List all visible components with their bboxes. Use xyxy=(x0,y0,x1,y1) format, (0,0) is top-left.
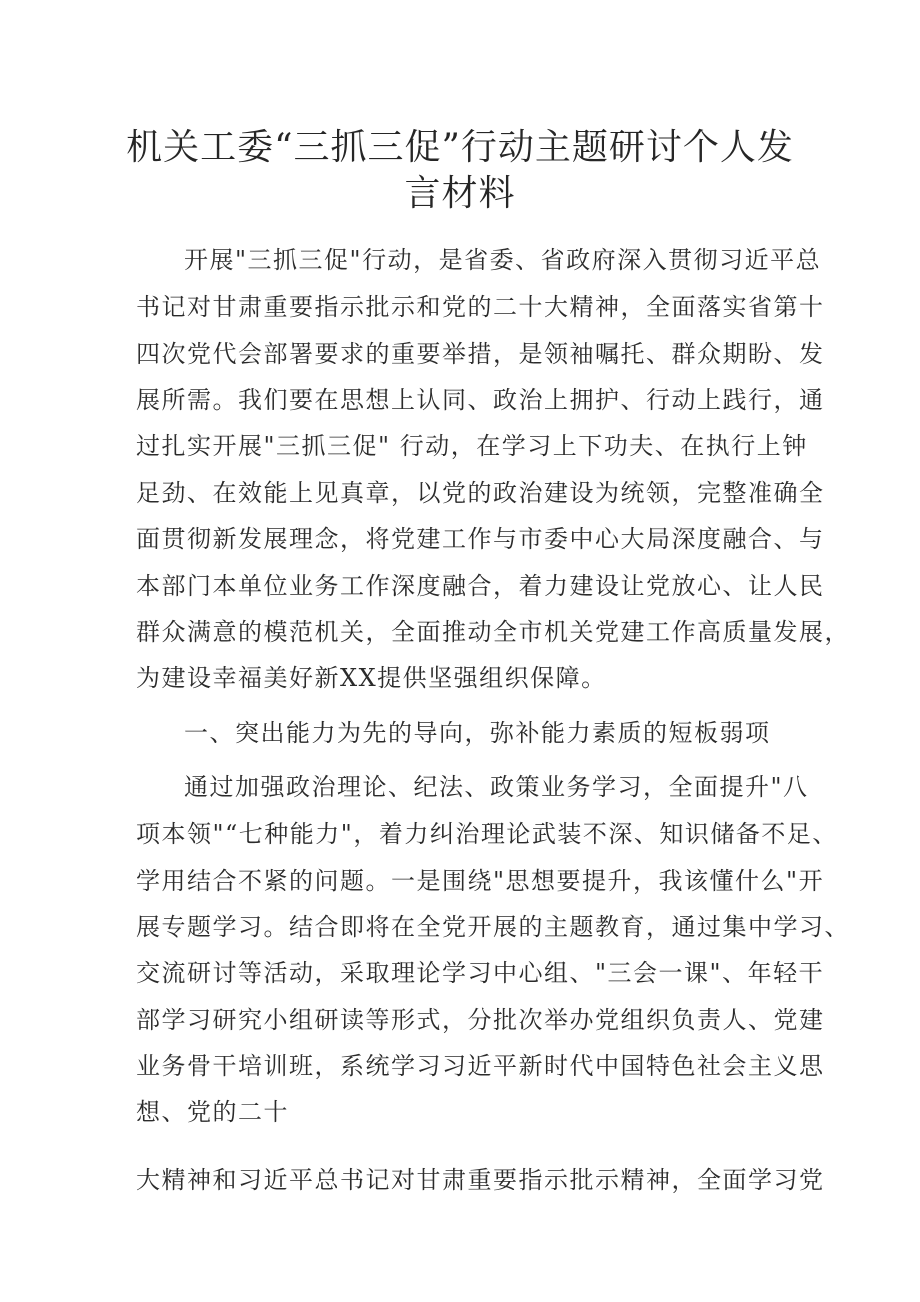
paragraph-3-line-1: 大精神和习近平总书记对甘肃重要指示批示精神，全面学习党 xyxy=(136,1166,825,1194)
paragraph-2-line-5: 交流研讨等活动，采取理论学习中心组、"三会一课"、年轻干 xyxy=(136,959,825,987)
paragraph-1-line-8: 本部门本单位业务工作深度融合，着力建设让党放心、让人民 xyxy=(136,572,825,600)
paragraph-1-line-9: 群众满意的模范机关，全面推动全市机关党建工作高质量发展， xyxy=(136,618,850,646)
paragraph-1-line-2: 书记对甘肃重要指示批示和党的二十大精神，全面落实省第十 xyxy=(136,293,825,321)
paragraph-1-line-1: 开展"三抓三促"行动，是省委、省政府深入贯彻习近平总 xyxy=(184,246,822,274)
paragraph-2-line-1: 通过加强政治理论、纪法、政策业务学习，全面提升"八 xyxy=(184,773,809,801)
paragraph-1-line-6: 足劲、在效能上见真章，以党的政治建设为统领，完整准确全 xyxy=(136,479,825,507)
paragraph-1-line-5: 过扎实开展"三抓三促" 行动，在学习上下功夫、在执行上钟 xyxy=(136,432,808,460)
document-title-line-2: 言材料 xyxy=(404,173,516,214)
paragraph-1-line-3: 四次党代会部署要求的重要举措，是领袖嘱托、群众期盼、发 xyxy=(136,340,825,368)
paragraph-2-line-7: 业务骨干培训班，系统学习习近平新时代中国特色社会主义思 xyxy=(136,1052,825,1080)
paragraph-2-line-2: 项本领"“七种能力"，着力纠治理论武装不深、知识储备不足、 xyxy=(136,820,838,848)
paragraph-1-line-4: 展所需。我们要在思想上认同、政治上拥护、行动上践行，通 xyxy=(136,386,825,414)
paragraph-2-line-8: 想、党的二十 xyxy=(136,1098,289,1126)
paragraph-2-line-6: 部学习研究小组研读等形式，分批次举办党组织负责人、党建 xyxy=(136,1006,825,1034)
paragraph-1-line-10: 为建设幸福美好新XX提供坚强组织保障。 xyxy=(136,664,607,692)
paragraph-2-line-4: 展专题学习。结合即将在全党开展的主题教育，通过集中学习、 xyxy=(136,913,850,941)
paragraph-2-line-3: 学用结合不紧的问题。一是围绕"思想要提升，我该懂什么"开 xyxy=(136,867,825,895)
document-title-line-1: 机关工委“三抓三促”行动主题研讨个人发 xyxy=(126,127,794,168)
paragraph-1-line-7: 面贯彻新发展理念，将党建工作与市委中心大局深度融合、与 xyxy=(136,525,825,553)
section-heading-1: 一、突出能力为先的导向，弥补能力素质的短板弱项 xyxy=(184,719,771,747)
